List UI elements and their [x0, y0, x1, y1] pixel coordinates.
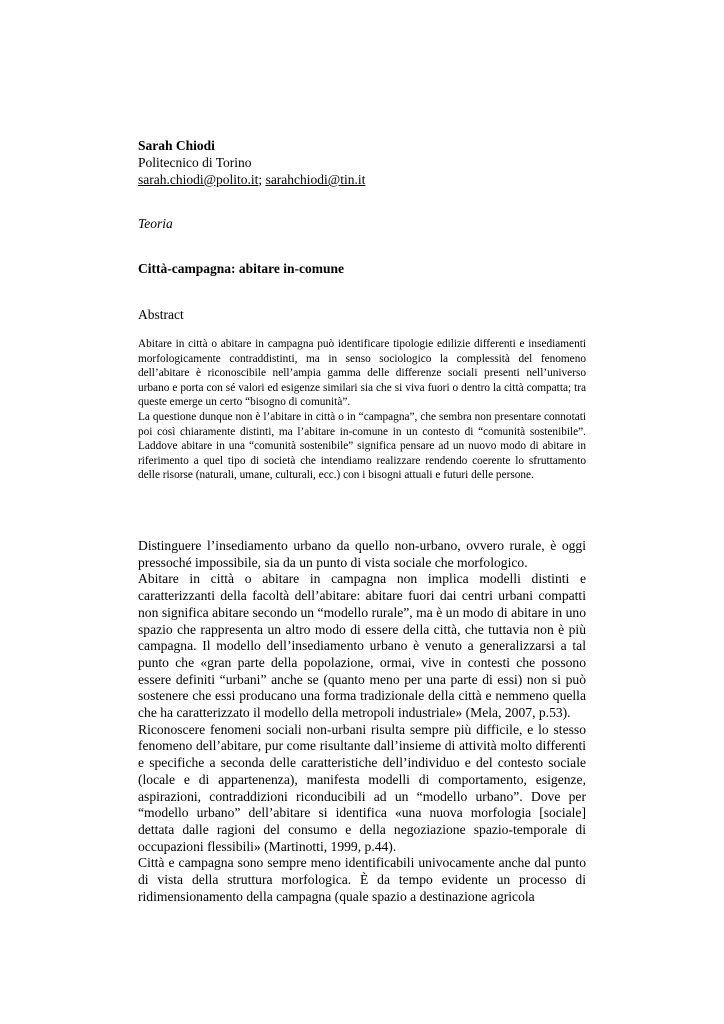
email-link-polito[interactable]: sarah.chiodi@polito.it	[138, 172, 259, 187]
author-block	[138, 137, 365, 188]
body-paragraph: Città e campagna sono sempre meno identificabili univocamente anche dal punto di vista della struttura morfologica. È da tempo evidente un processo di ridimensionamento della campagna (quale spazio a destinazione agricola	[138, 855, 586, 904]
paper-title: Città-campagna: abitare in-comune	[138, 261, 344, 276]
author-affiliation: Politecnico di Torino	[138, 155, 252, 170]
abstract-heading: Abstract	[138, 307, 184, 322]
abstract-paragraph: Abitare in città o abitare in campagna può identificare tipologie edilizie differenti e insediamenti morfologicamente contraddistinti, ma in senso sociologico la complessità del fenomeno dell’abitare è riconoscibile nell’ampia gamma delle differenze sociali presenti nell’universo urbano e porta con sé valori ed esigenze similari sia che si viva fuori o dentro la città compatta; tra queste emerge un certo “bisogno di comunità”.	[138, 338, 586, 409]
abstract-text	[138, 337, 586, 483]
section-label: Teoria	[138, 216, 173, 231]
email-separator: ;	[258, 172, 266, 187]
author-name: Sarah Chiodi	[138, 138, 215, 153]
email-link-tin[interactable]: sarahchiodi@tin.it	[265, 172, 366, 187]
body-paragraph: Distinguere l’insediamento urbano da quello non-urbano, ovvero rurale, è oggi pressoché impossibile, sia da un punto di vista sociale che morfologico.	[138, 538, 586, 570]
body-paragraph: Riconoscere fenomeni sociali non-urbani risulta sempre più difficile, e lo stesso fenomeno dell’abitare, pur come risultante dall’insieme di attività molto differenti e specifiche a seconda delle caratteristiche dell’individuo e del contesto sociale (locale e di appartenenza), manifesta modelli di comportamento, esigenze, aspirazioni, contraddizioni riconducibili ad un “modello urbano”. Dove per “modello urbano” dell’abitare si identifica «una nuova morfologia [sociale] dettata dalle ragioni del consumo e della negoziazione spazio-temporale di occupazioni flessibili» (Martinotti, 1999, p.44).	[138, 721, 586, 854]
body-text	[138, 538, 586, 905]
body-paragraph: Abitare in città o abitare in campagna non implica modelli distinti e caratterizzanti della facoltà dell’abitare: abitare fuori dai centri urbani compatti non significa abitare secondo un “modello rurale”, ma è un modo di abitare in uno spazio che rappresenta un altro modo di essere della città, che tuttavia non è più campagna. Il modello dell’insediamento urbano è venuto a generalizzarsi a tal punto che «gran parte della popolazione, ormai, vive in contesti che possono essere definiti “urbani” anche se (quanto meno per una parte di essi) non si può sostenere che essi producano una forma tradizionale della città e nemmeno quella che ha caratterizzato il modello della metropoli industriale» (Mela, 2007, p.53).	[138, 571, 586, 721]
abstract-paragraph: La questione dunque non è l’abitare in città o in “campagna”, che sembra non presentare connotati poi così chiaramente distinti, ma l’abitare in-comune in un contesto di “comunità sostenibile”. Laddove abitare in una “comunità sostenibile” significa pensare ad un nuovo modo di abitare in riferimento a quel tipo di società che intendiamo realizzare rendendo coerente lo sfruttamento delle risorse (naturali, umane, culturali, ecc.) con i bisogni attuali e futuri delle persone.	[138, 410, 586, 482]
author-emails	[138, 171, 365, 188]
